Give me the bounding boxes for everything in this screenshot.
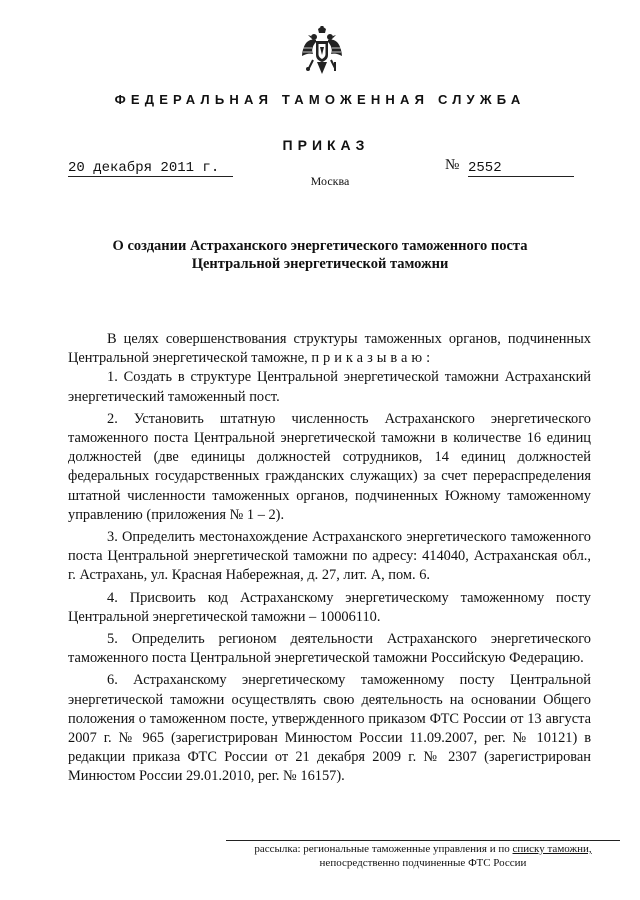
intro-text: В целях совершенствования структуры таможенных органов, подчиненных Центральной энергетической таможне, (68, 331, 591, 367)
order-date: 20 декабря 2011 г. (68, 160, 233, 177)
order-body (68, 330, 591, 790)
distribution-link: списку таможни, (512, 843, 592, 855)
clause-1: 1. Создать в структуре Центральной энергетической таможни Астраханский энергетический таможенный пост. (68, 369, 591, 405)
eagle-emblem-icon (300, 26, 344, 78)
clause-6: 6. Астраханскому энергетическому таможенному посту Центральной энергетической таможни осуществлять свою деятельность на основании Общего положения о таможенном посте, утвержденного приказом ФТС России от 13 августа 2007 г. № 965 (зарегистрирован Минюстом России 11.09.2007, рег. № 10121) в редакции приказа ФТС России от 21 декабря 2009 г. № 2307 (зарегистрирован Минюстом России 29.01.2010, рег. № 16157). (68, 672, 591, 785)
document-type: ПРИКАЗ (282, 137, 370, 153)
intro-paragraph (68, 330, 591, 368)
clause-4: 4. Присвоить код Астраханскому энергетическому таможенному посту Центральной энергетической таможни – 10006110. (68, 589, 591, 625)
distribution-line-2: непосредственно подчиненные ФТС России (319, 857, 527, 869)
document-title (60, 237, 580, 273)
document-title-line-2: Центральной энергетической таможни (191, 256, 449, 272)
clause-3: 3. Определить местонахождение Астраханского энергетического таможенного поста Центральной энергетической таможни по адресу: 414040, Астраханская обл., г. Астрахань, ул. Красная Набережная, д. 27, лит. А, пом. 6. (68, 529, 591, 584)
directive-word: приказываю: (311, 350, 435, 367)
distribution-prefix: рассылка: региональные таможенные управления и по (254, 843, 510, 855)
document-title-line-1: О создании Астраханского энергетического таможенного поста (112, 238, 528, 254)
distribution-divider (226, 840, 620, 841)
agency-name: ФЕДЕРАЛЬНАЯ ТАМОЖЕННАЯ СЛУЖБА (114, 92, 526, 107)
clause-2: 2. Установить штатную численность Астраханского энергетического таможенного поста Центральной энергетической таможни в количестве 16 единиц должностей (две единицы должностей сотрудников, 14 единиц должностей федеральных государственных гражданских служащих) за счет перераспределения штатной численности таможенных органов, подчиненных Южному таможенному управлению (приложения № 1 – 2). (68, 410, 591, 523)
clause-5: 5. Определить регионом деятельности Астраханского энергетического таможенного поста Центральной энергетической таможни Российскую Федерацию. (68, 631, 591, 667)
issue-city: Москва (310, 174, 350, 188)
order-number: 2552 (468, 160, 574, 177)
order-number-label: № (445, 157, 460, 173)
distribution-line-1 (226, 842, 620, 856)
distribution-list (226, 842, 620, 870)
